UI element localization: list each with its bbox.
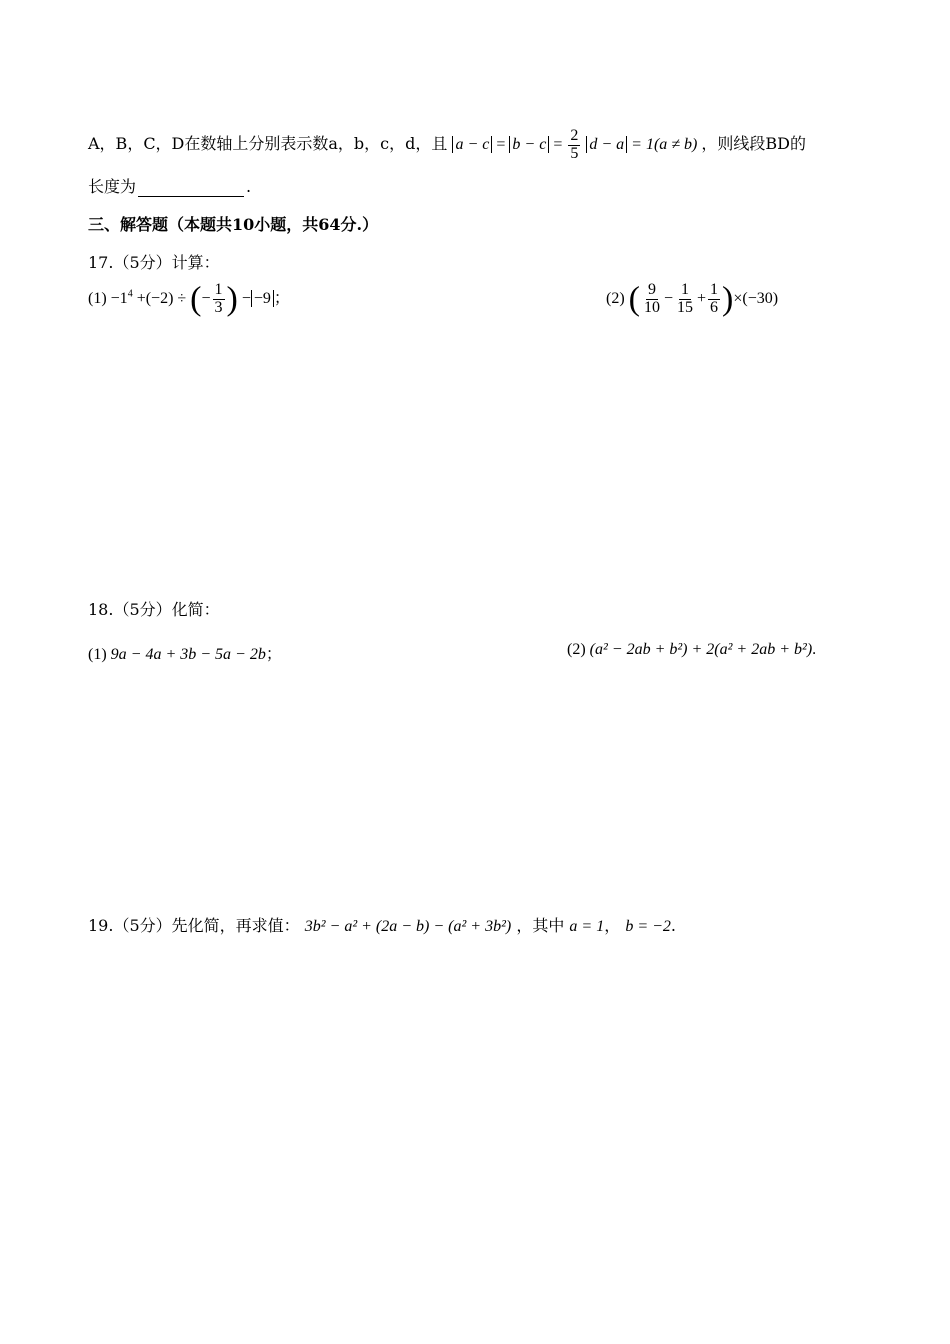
q17-part2: (2) ( $\frac{9}{10}$ − $\frac{1}{15}$ + $\frac{1}{6}$ )×(−30) — [606, 280, 779, 318]
q18-part2: (2) (a² − 2ab + b²) + 2(a² + 2ab + b²). — [567, 641, 817, 658]
q19-heading: 19.（5分）先化简，再求值： — [88, 916, 300, 935]
answer-blank[interactable] — [138, 180, 244, 197]
q19-expression: 3b² − a² + (2a − b) − (a² + 3b²) — [304, 918, 512, 935]
q16-formula: a − c = b − c = $\frac{2}{5}$ d − a = 1(a ≠ b) — [452, 136, 701, 153]
section-heading: 三、解答题（本题共10小题，共64分.） — [88, 215, 379, 234]
q16-fraction: $\frac{2}{5}$ — [570, 127, 579, 162]
q16-lead-text: A，B，C，D在数轴上分别表示数a，b，c，d，且 — [88, 133, 448, 153]
q18-part1: (1) 9a − 4a + 3b − 5a − 2b； — [88, 646, 282, 663]
q16-line1-end: ，则线段BD的 — [701, 133, 806, 153]
q17-part1: $(1) -1^4 +(-2)$ ÷ (− $\frac{1}{3}$ ) − −9 ； — [88, 280, 290, 318]
q16-line2: 长度为 . — [88, 177, 252, 196]
q16-line1 — [88, 128, 806, 163]
q17-heading: 17.（5分）计算： — [88, 253, 220, 272]
q16-line2-lead: 长度为 — [88, 177, 137, 196]
q18-heading: 18.（5分）化简： — [88, 600, 220, 619]
q19-line: 19.（5分）先化简，再求值： 3b² − a² + (2a − b) − (a² + 3b²) ，其中 a = 1， b = −2. — [88, 916, 677, 935]
